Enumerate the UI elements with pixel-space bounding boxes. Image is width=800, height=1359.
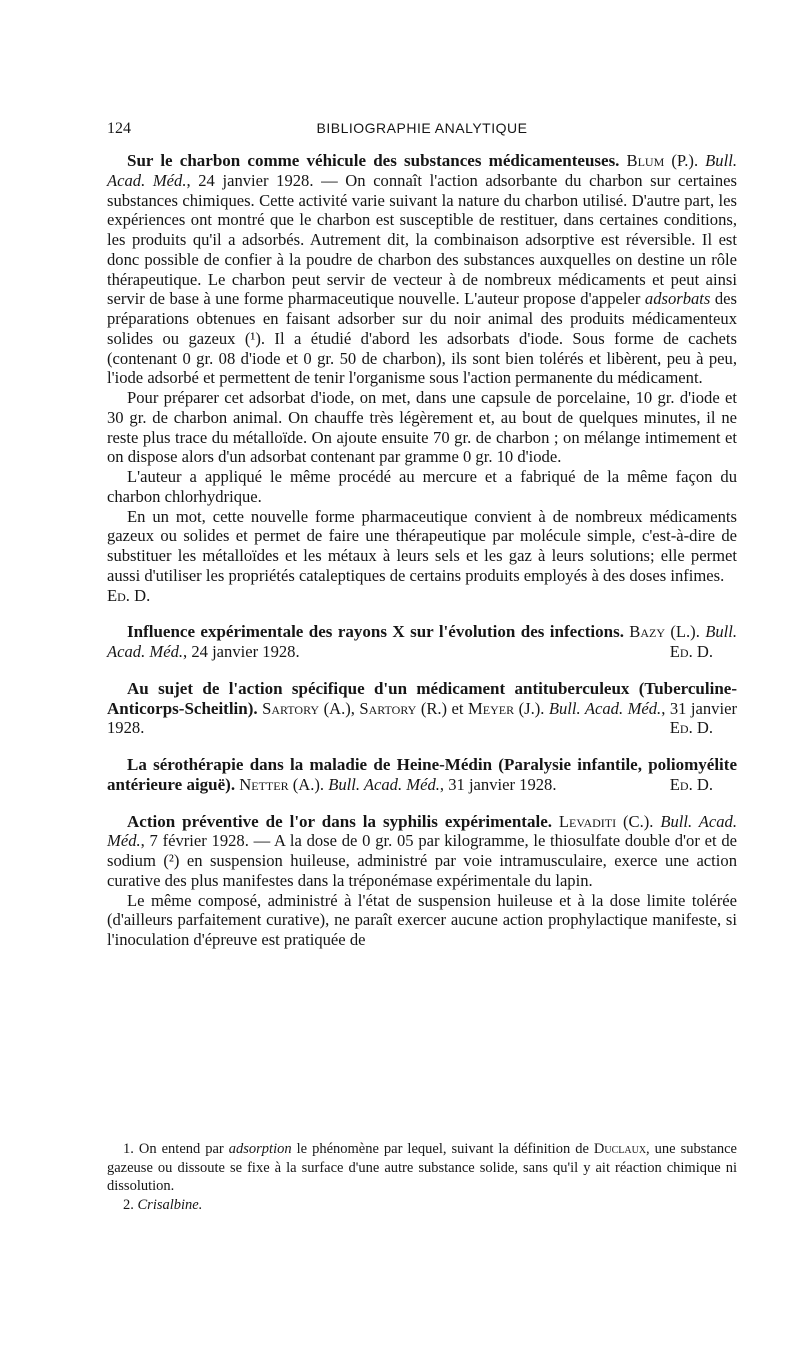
- article-charbon: [107, 151, 737, 605]
- running-head: BIBLIOGRAPHIE ANALYTIQUE: [316, 120, 528, 136]
- author-initial: (R.) et: [416, 698, 469, 718]
- author-name: Sartory: [359, 698, 417, 718]
- page-body: [107, 151, 737, 967]
- article-title: La sérothérapie dans la maladie de Heine-Médin (Paralysie infantile, poliomyélite antérieure aiguë).: [107, 755, 737, 794]
- article-paragraph: [107, 679, 737, 738]
- article-text: , 7 février 1928. — A la dose de 0 gr. 05 par kilogramme, le thiosulfate double d'or et de sodium (²) en suspension huileuse, administré par voie intramusculaire, exerce une action curative des plus manifestes dans la tréponémase expérimentale du lapin.: [107, 831, 737, 890]
- footnote-text: le phénomène par lequel, suivant la définition de: [291, 1141, 594, 1157]
- footnote-text: , une substance gazeuse ou dissoute se fixe à la surface d'une autre substance solide, sans qu'il y ait réaction chimique ni dissolution.: [107, 1141, 737, 1194]
- italic-term: Crisalbine.: [137, 1196, 203, 1213]
- signature: Ed. D.: [669, 774, 713, 794]
- article-paragraph: [107, 622, 737, 662]
- italic-term: adsorbats: [644, 289, 711, 309]
- signature: Ed. D.: [669, 642, 713, 661]
- article-title: Influence expérimentale des rayons X sur l'évolution des infections.: [127, 622, 624, 642]
- article-paragraph: Pour préparer cet adsorbat d'iode, on met, dans une capsule de porcelaine, 10 gr. d'iode et 30 gr. de charbon animal. On chauffe très légèrement et, au bout de quelques minutes, il ne reste plus trace du métalloïde. On ajoute ensuite 70 gr. de charbon ; on mélange intimement et on dispose alors d'un adsorbat contenant par gramme 0 gr. 10 d'iode.: [107, 388, 737, 467]
- italic-term: adsorption: [228, 1141, 292, 1157]
- article-text: des préparations obtenues en faisant adsorber sur du noir animal des produits médicamenteux solides ou gazeux (¹). Il a étudié d'abord les adsorbats d'iode. Sous forme de cachets (contenant 0 gr. 08 d'iode et 0 gr. 50 de charbon), ils sont bien tolérés et libèrent, peu à peu, l'iode adsorbé et permettent de tenir l'organisme sous l'action permanente du médicament.: [107, 289, 737, 388]
- article-date: , 31 janvier 1928.: [107, 698, 737, 738]
- footnote-2: [107, 1196, 737, 1215]
- article-paragraph: [107, 812, 737, 891]
- author-name: Meyer: [468, 698, 515, 718]
- signature: Ed. D.: [107, 585, 151, 605]
- article-text: , 24 janvier 1928. — On connaît l'action adsorbante du charbon sur certaines substances chimiques. Cette activité varie suivant la nature du charbon utilisé. D'autre part, les expériences ont montré que le charbon est susceptible de restituer, dans certaines conditions, les produits qu'il a adsorbés. Autrement dit, la combinaison adsorptive est réversible. Il est donc possible de confier à la poudre de charbon des substances auxquelles on destine un rôle thérapeutique. Le charbon peut servir de vecteur à de nombreux médicaments et peut ainsi servir de base à une forme pharmaceutique nouvelle. L'auteur propose d'appeler: [107, 170, 737, 309]
- author-initial: (C.).: [616, 811, 661, 831]
- article-title: Au sujet de l'action spécifique d'un médicament antituberculeux (Tuberculine-Anticorps-Scheitlin).: [107, 678, 737, 718]
- author-name: Duclaux: [593, 1141, 647, 1157]
- article-date: , 31 janvier 1928.: [439, 774, 557, 794]
- author-name: Levaditi: [558, 811, 617, 831]
- article-paragraph: Le même composé, administré à l'état de suspension huileuse et à la dose limite tolérée (d'ailleurs parfaitement curative), ne paraît exercer aucune action prophylactique manifeste, si l'inoculation d'épreuve est pratiquée de: [107, 890, 737, 949]
- article-antituberculeux: [107, 679, 737, 738]
- article-or-syphilis: [107, 812, 737, 950]
- author-initial: (J.).: [514, 698, 549, 718]
- article-title: Action préventive de l'or dans la syphilis expérimentale.: [127, 811, 552, 831]
- author-initial: (L.).: [665, 622, 706, 642]
- author-name: Netter: [239, 774, 289, 794]
- author-initial: (A.),: [319, 698, 360, 718]
- signature: Ed. D.: [669, 718, 713, 738]
- article-rayons-x: [107, 622, 737, 662]
- footnote-text: 2.: [123, 1196, 138, 1213]
- journal-name: Bull. Acad. Méd.: [548, 698, 662, 718]
- article-date: , 24 janvier 1928.: [183, 642, 300, 661]
- article-paragraph: [107, 755, 737, 795]
- author-name: Sartory: [262, 698, 320, 718]
- author-initial: (A.).: [288, 774, 329, 794]
- page-number: 124: [107, 120, 131, 137]
- author-name: Blum: [626, 151, 665, 170]
- article-paragraph: L'auteur a appliqué le même procédé au mercure et a fabriqué de la même façon du charbon chlorhydrique.: [107, 467, 737, 506]
- footnote-1: [107, 1140, 737, 1196]
- journal-name: Bull. Acad. Méd.: [107, 151, 737, 190]
- article-heine-medin: [107, 755, 737, 795]
- footnotes: [107, 1140, 737, 1214]
- journal-name: Bull. Acad. Méd.: [328, 774, 440, 794]
- journal-name: Bull. Acad. Méd.: [107, 622, 737, 661]
- article-paragraph: [107, 151, 737, 388]
- page-header: [107, 120, 737, 140]
- article-paragraph: En un mot, cette nouvelle forme pharmaceutique convient à de nombreux médicaments gazeux ou solides et permet de faire une thérapeutique par molécule simple, c'est-à-dire de substituer les métalloïdes et les métaux à leurs sels et les gaz à leurs solutions; elle permet aussi d'utiliser les propriétés cataleptiques de certains produits employés à des doses infimes.: [107, 506, 737, 585]
- author-initial: (P.).: [664, 151, 706, 170]
- footnote-text: 1. On entend par: [123, 1141, 229, 1157]
- author-name: Bazy: [629, 622, 666, 642]
- article-title: Sur le charbon comme véhicule des substances médicamenteuses.: [127, 151, 620, 170]
- journal-name: Bull. Acad. Méd.: [107, 811, 737, 851]
